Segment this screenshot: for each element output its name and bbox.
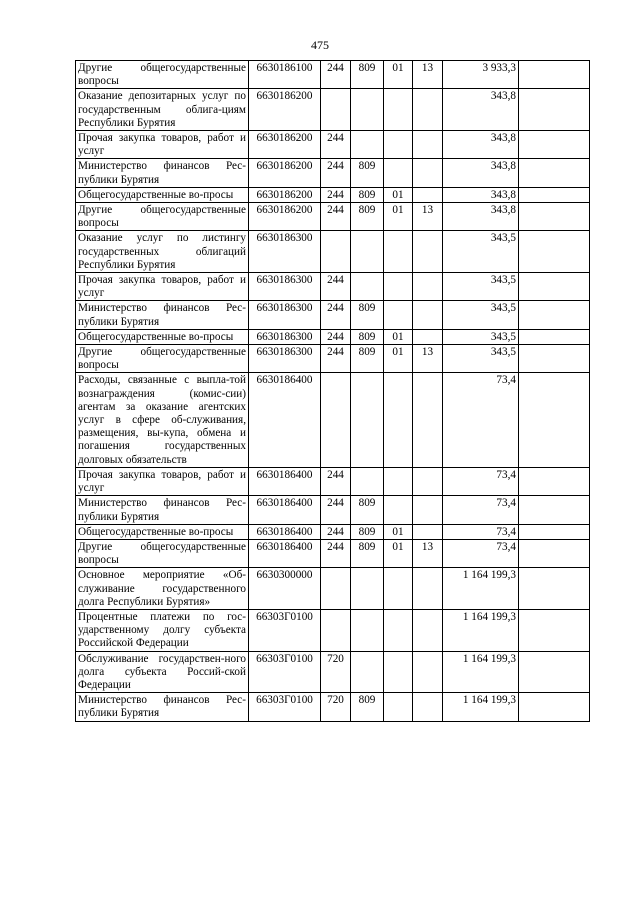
section-cell (384, 693, 413, 721)
section-cell (384, 609, 413, 651)
empty-cell (519, 231, 590, 273)
target-code-cell: 6630186400 (249, 524, 321, 539)
amount-cell: 343,5 (443, 231, 519, 273)
target-code-cell: 6630186200 (249, 89, 321, 131)
target-code-cell: 6630186200 (249, 187, 321, 202)
row-name-cell: Прочая закупка товаров, работ и услуг (76, 273, 249, 301)
amount-cell: 343,8 (443, 159, 519, 187)
amount-cell: 343,8 (443, 131, 519, 159)
amount-cell: 1 164 199,3 (443, 693, 519, 721)
section-cell: 01 (384, 539, 413, 567)
expense-type-cell (321, 231, 351, 273)
row-name-cell: Министерство финансов Рес-публики Бурятия (76, 301, 249, 329)
expense-type-cell: 244 (321, 131, 351, 159)
department-cell (351, 131, 384, 159)
section-cell (384, 159, 413, 187)
target-code-cell: 6630300000 (249, 568, 321, 610)
amount-cell: 343,5 (443, 345, 519, 373)
table-row (76, 467, 590, 495)
table-row (76, 231, 590, 273)
subsection-cell (413, 187, 443, 202)
table-row (76, 203, 590, 231)
amount-cell: 73,4 (443, 373, 519, 467)
row-name-cell: Министерство финансов Рес-публики Бурятия (76, 693, 249, 721)
department-cell (351, 373, 384, 467)
department-cell: 809 (351, 524, 384, 539)
table-row (76, 373, 590, 467)
row-name-cell: Процентные платежи по гос-ударственному долгу субъекта Российской Федерации (76, 609, 249, 651)
department-cell (351, 89, 384, 131)
target-code-cell: 66303Г0100 (249, 651, 321, 693)
target-code-cell: 6630186400 (249, 539, 321, 567)
empty-cell (519, 467, 590, 495)
department-cell (351, 273, 384, 301)
subsection-cell (413, 524, 443, 539)
amount-cell: 343,5 (443, 329, 519, 344)
row-name-cell: Другие общегосударственные вопросы (76, 539, 249, 567)
target-code-cell: 6630186300 (249, 345, 321, 373)
subsection-cell (413, 651, 443, 693)
target-code-cell: 66303Г0100 (249, 609, 321, 651)
expense-type-cell: 244 (321, 329, 351, 344)
empty-cell (519, 609, 590, 651)
amount-cell: 73,4 (443, 539, 519, 567)
amount-cell: 343,8 (443, 89, 519, 131)
section-cell (384, 496, 413, 524)
subsection-cell: 13 (413, 203, 443, 231)
empty-cell (519, 539, 590, 567)
subsection-cell (413, 467, 443, 495)
target-code-cell: 66303Г0100 (249, 693, 321, 721)
subsection-cell (413, 568, 443, 610)
expense-type-cell: 244 (321, 159, 351, 187)
expense-type-cell: 720 (321, 693, 351, 721)
subsection-cell (413, 329, 443, 344)
empty-cell (519, 693, 590, 721)
row-name-cell: Другие общегосударственные вопросы (76, 345, 249, 373)
empty-cell (519, 651, 590, 693)
subsection-cell (413, 131, 443, 159)
empty-cell (519, 301, 590, 329)
target-code-cell: 6630186400 (249, 373, 321, 467)
table-body (76, 61, 590, 722)
subsection-cell (413, 373, 443, 467)
section-cell: 01 (384, 345, 413, 373)
table-row (76, 131, 590, 159)
expense-type-cell: 720 (321, 651, 351, 693)
row-name-cell: Оказание услуг по листингу государственных облигаций Республики Бурятия (76, 231, 249, 273)
row-name-cell: Общегосударственные во-просы (76, 329, 249, 344)
row-name-cell: Основное мероприятие «Об-служивание государственного долга Республики Бурятия» (76, 568, 249, 610)
target-code-cell: 6630186300 (249, 231, 321, 273)
table-row (76, 345, 590, 373)
empty-cell (519, 159, 590, 187)
amount-cell: 73,4 (443, 467, 519, 495)
amount-cell: 3 933,3 (443, 61, 519, 89)
department-cell: 809 (351, 496, 384, 524)
target-code-cell: 6630186300 (249, 273, 321, 301)
expense-type-cell: 244 (321, 496, 351, 524)
page-number: 475 (311, 38, 329, 52)
target-code-cell: 6630186300 (249, 301, 321, 329)
department-cell: 809 (351, 159, 384, 187)
table-row (76, 568, 590, 610)
target-code-cell: 6630186100 (249, 61, 321, 89)
subsection-cell (413, 89, 443, 131)
empty-cell (519, 373, 590, 467)
department-cell (351, 651, 384, 693)
table-row (76, 609, 590, 651)
expense-type-cell: 244 (321, 467, 351, 495)
empty-cell (519, 187, 590, 202)
amount-cell: 343,5 (443, 301, 519, 329)
empty-cell (519, 345, 590, 373)
budget-table (75, 60, 590, 722)
section-cell (384, 301, 413, 329)
department-cell: 809 (351, 345, 384, 373)
department-cell: 809 (351, 61, 384, 89)
department-cell: 809 (351, 187, 384, 202)
row-name-cell: Оказание депозитарных услуг по государственным облига-циям Республики Бурятия (76, 89, 249, 131)
table-row (76, 301, 590, 329)
row-name-cell: Прочая закупка товаров, работ и услуг (76, 467, 249, 495)
section-cell (384, 373, 413, 467)
expense-type-cell (321, 89, 351, 131)
subsection-cell (413, 609, 443, 651)
expense-type-cell: 244 (321, 187, 351, 202)
department-cell: 809 (351, 539, 384, 567)
amount-cell: 1 164 199,3 (443, 568, 519, 610)
expense-type-cell: 244 (321, 61, 351, 89)
section-cell: 01 (384, 203, 413, 231)
department-cell (351, 467, 384, 495)
table-row (76, 651, 590, 693)
department-cell: 809 (351, 693, 384, 721)
section-cell (384, 231, 413, 273)
table-row (76, 329, 590, 344)
expense-type-cell: 244 (321, 345, 351, 373)
row-name-cell: Обслуживание государствен-ного долга субъекта Россий-ской Федерации (76, 651, 249, 693)
row-name-cell: Министерство финансов Рес-публики Бурятия (76, 496, 249, 524)
table-row (76, 159, 590, 187)
table-row (76, 187, 590, 202)
subsection-cell: 13 (413, 539, 443, 567)
row-name-cell: Другие общегосударственные вопросы (76, 203, 249, 231)
expense-type-cell (321, 609, 351, 651)
target-code-cell: 6630186400 (249, 467, 321, 495)
section-cell: 01 (384, 187, 413, 202)
section-cell: 01 (384, 524, 413, 539)
empty-cell (519, 568, 590, 610)
row-name-cell: Прочая закупка товаров, работ и услуг (76, 131, 249, 159)
row-name-cell: Расходы, связанные с выпла-той вознаграждения (комис-сии) агентам за оказание агентских услуг в сфере об-служивания, размещения, вы-купа, обмена и погашения государственных долговых обязательств (76, 373, 249, 467)
subsection-cell (413, 496, 443, 524)
table-row (76, 496, 590, 524)
table-row (76, 539, 590, 567)
empty-cell (519, 131, 590, 159)
section-cell (384, 273, 413, 301)
amount-cell: 73,4 (443, 496, 519, 524)
subsection-cell (413, 693, 443, 721)
subsection-cell (413, 273, 443, 301)
subsection-cell: 13 (413, 61, 443, 89)
target-code-cell: 6630186400 (249, 496, 321, 524)
subsection-cell (413, 231, 443, 273)
department-cell (351, 609, 384, 651)
empty-cell (519, 329, 590, 344)
expense-type-cell: 244 (321, 203, 351, 231)
department-cell: 809 (351, 329, 384, 344)
expense-type-cell: 244 (321, 273, 351, 301)
department-cell: 809 (351, 203, 384, 231)
row-name-cell: Общегосударственные во-просы (76, 187, 249, 202)
target-code-cell: 6630186200 (249, 203, 321, 231)
table-row (76, 61, 590, 89)
department-cell: 809 (351, 301, 384, 329)
empty-cell (519, 89, 590, 131)
row-name-cell: Министерство финансов Рес-публики Бурятия (76, 159, 249, 187)
expense-type-cell (321, 568, 351, 610)
table-row (76, 89, 590, 131)
row-name-cell: Другие общегосударственные вопросы (76, 61, 249, 89)
department-cell (351, 568, 384, 610)
row-name-cell: Общегосударственные во-просы (76, 524, 249, 539)
section-cell: 01 (384, 61, 413, 89)
table-row (76, 273, 590, 301)
target-code-cell: 6630186200 (249, 159, 321, 187)
empty-cell (519, 496, 590, 524)
amount-cell: 343,5 (443, 273, 519, 301)
empty-cell (519, 524, 590, 539)
amount-cell: 1 164 199,3 (443, 609, 519, 651)
section-cell (384, 131, 413, 159)
empty-cell (519, 61, 590, 89)
subsection-cell (413, 159, 443, 187)
table-row (76, 693, 590, 721)
amount-cell: 343,8 (443, 187, 519, 202)
amount-cell: 73,4 (443, 524, 519, 539)
section-cell (384, 568, 413, 610)
section-cell (384, 467, 413, 495)
amount-cell: 1 164 199,3 (443, 651, 519, 693)
target-code-cell: 6630186200 (249, 131, 321, 159)
subsection-cell: 13 (413, 345, 443, 373)
expense-type-cell: 244 (321, 539, 351, 567)
section-cell (384, 651, 413, 693)
target-code-cell: 6630186300 (249, 329, 321, 344)
empty-cell (519, 273, 590, 301)
section-cell (384, 89, 413, 131)
expense-type-cell: 244 (321, 524, 351, 539)
section-cell: 01 (384, 329, 413, 344)
expense-type-cell: 244 (321, 301, 351, 329)
amount-cell: 343,8 (443, 203, 519, 231)
expense-type-cell (321, 373, 351, 467)
table-row (76, 524, 590, 539)
subsection-cell (413, 301, 443, 329)
empty-cell (519, 203, 590, 231)
department-cell (351, 231, 384, 273)
